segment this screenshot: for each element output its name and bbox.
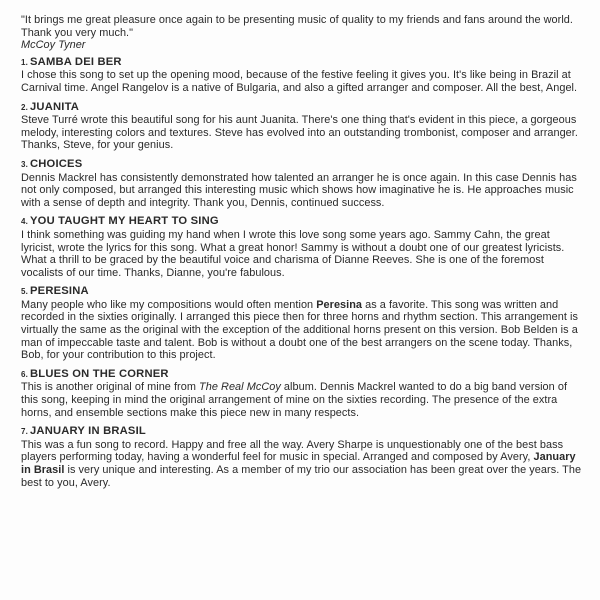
track-3 [21, 158, 582, 209]
track-number: 5. [21, 287, 29, 297]
song-title-emphasis: January in Brasil [21, 451, 576, 476]
track-number: 7. [21, 427, 29, 437]
track-heading [21, 368, 582, 382]
track-heading [21, 425, 582, 439]
track-description: Steve Turré wrote this beautiful song for his aunt Juanita. There's one thing that's evident in this piece, a gorgeous melody, interesting colors and textures. Steve has evolved into an outstanding trombonist, composer and arranger. Thanks, Steve, for your genius. [21, 114, 578, 152]
album-title-emphasis: The Real McCoy [199, 381, 281, 394]
track-title: CHOICES [30, 157, 83, 170]
track-description [21, 381, 582, 419]
track-heading [21, 101, 582, 115]
track-7 [21, 425, 582, 489]
text-segment: This was a fun song to record. Happy and free all the way. Avery Sharpe is unquestionably one of the best bass players performing today, having a wonderful feel for music in special. Arranged and composed by Avery, [21, 438, 564, 464]
track-title: YOU TAUGHT MY HEART TO SING [30, 215, 219, 228]
track-2 [21, 101, 582, 152]
track-heading [21, 285, 582, 299]
intro-quote: "It brings me great pleasure once again to be presenting music of quality to my friends and fans around the world. Thank you very much." [21, 14, 573, 39]
track-heading [21, 215, 582, 229]
track-number: 4. [21, 217, 29, 227]
track-5 [21, 285, 582, 362]
track-title: JANUARY IN BRASIL [30, 425, 146, 438]
track-number: 3. [21, 159, 29, 169]
track-description [21, 439, 582, 489]
track-number: 1. [21, 57, 29, 67]
track-description [21, 299, 582, 362]
track-title: BLUES ON THE CORNER [30, 367, 169, 380]
track-number: 6. [21, 369, 29, 379]
track-4 [21, 215, 582, 279]
track-description: I chose this song to set up the opening mood, because of the festive feeling it gives you. It's like being in Brazil at Carnival time. Angel Rangelov is a native of Bulgaria, and also a gifted arranger and composer. All the best, Angel. [21, 69, 578, 94]
intro-signature: McCoy Tyner [21, 39, 86, 52]
text-segment: This is another original of mine from [21, 381, 200, 394]
track-number: 2. [21, 102, 29, 112]
track-6 [21, 368, 582, 419]
track-heading [21, 158, 582, 172]
song-title-emphasis: Peresina [316, 298, 363, 311]
text-segment: Many people who like my compositions would often mention [21, 298, 317, 311]
text-segment: album. Dennis Mackrel wanted to do a big band version of this song, keeping in mind the original arrangement of mine on the sixties recording. The presence of the extra horns, and ensemble sections make this piece new in many respects. [21, 381, 568, 419]
track-1 [21, 56, 582, 95]
track-heading [21, 56, 582, 70]
track-title: SAMBA DEI BER [30, 55, 122, 68]
track-description: Dennis Mackrel has consistently demonstrated how talented an arranger he is once again. In this case Dennis has not only composed, but arranged this interesting music which shows how imaginative he is. He approaches music with a sense of depth and integrity. Thank you, Dennis, continued success. [21, 171, 577, 209]
track-description: I think something was guiding my hand when I wrote this love song some years ago. Sammy Cahn, the great lyricist, wrote the lyrics for this song. What a great honor! Sammy is without a doubt one of our greatest lyricists. What a thrill to be graced by the beautiful voice and charisma of Dianne Reeves. She is one of the foremost vocalists of our time. Thanks, Dianne, you're fabulous. [21, 228, 565, 279]
track-title: PERESINA [30, 285, 89, 298]
text-segment: as a favorite. This song was written and recorded in the sixties originally. I arranged this piece then for three horns and rhythm section. This arrangement is virtually the same as the original with the exception of the additional horns present on this version. Bob Belden is a man of impeccable taste and talent. Bob is without a doubt one of the best arrangers on the scene today. Thanks, Bob, for your contribution to this project. [21, 298, 578, 362]
track-title: JUANITA [30, 100, 80, 113]
text-segment: is very unique and interesting. As a member of my trio our association has been great over the years. The best to you, Avery. [21, 464, 582, 489]
